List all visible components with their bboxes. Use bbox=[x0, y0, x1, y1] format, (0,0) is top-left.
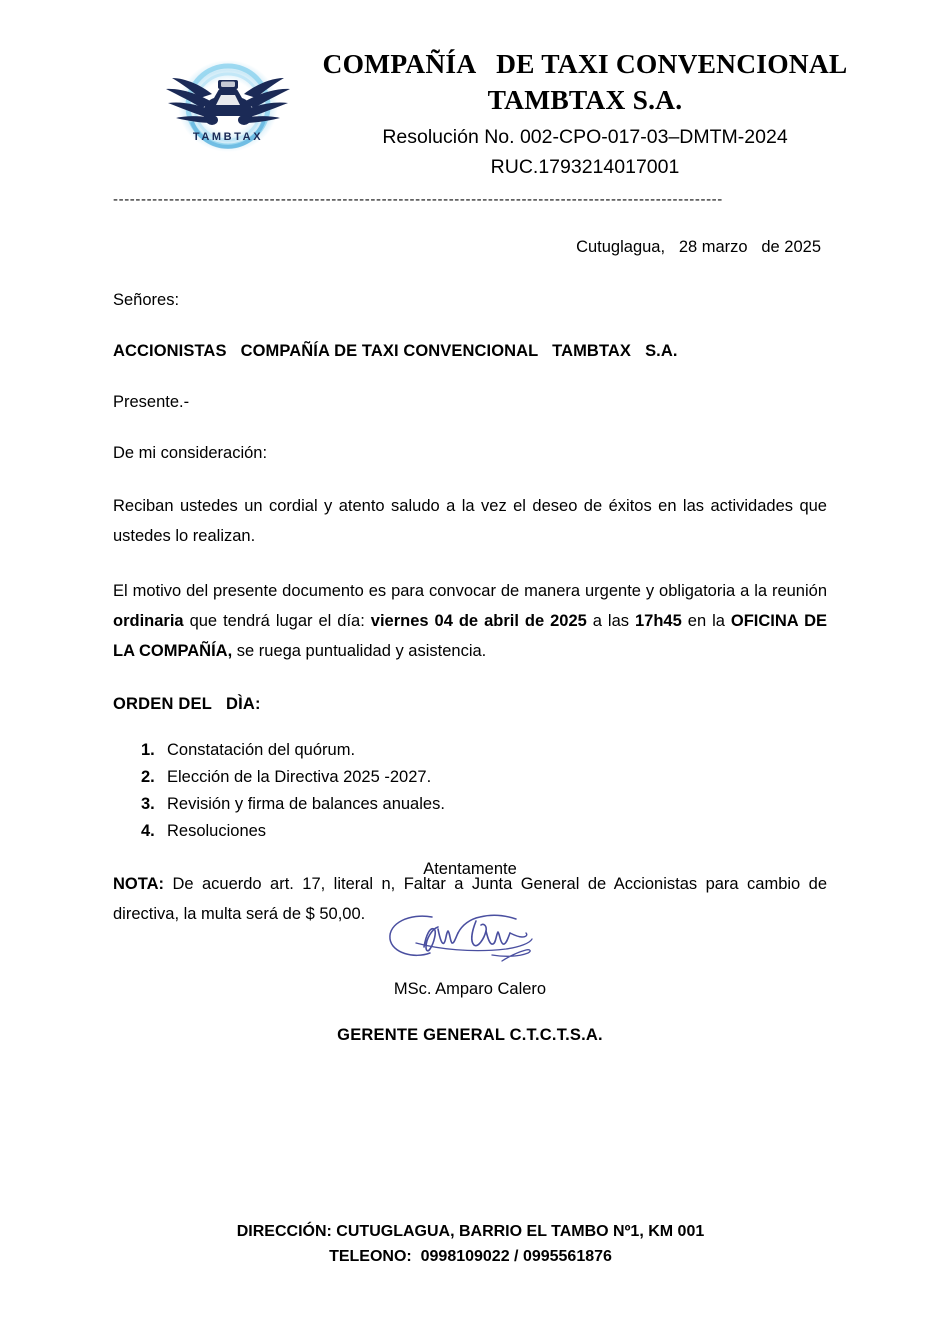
salutation: Señores: bbox=[113, 291, 180, 309]
note-text: De acuerdo art. 17, literal n, Faltar a Junta General de Accionistas para cambio de directiva, la multa será de $ 50,00. bbox=[113, 874, 827, 923]
agenda-title: ORDEN DEL DÌA: bbox=[113, 695, 261, 713]
logo-wordmark: TAMBTAX bbox=[192, 131, 264, 143]
footer-address: DIRECCIÓN: CUTUGLAGUA, BARRIO EL TAMBO Nº1, KM 001 bbox=[236, 1223, 705, 1240]
note-label: NOTA: bbox=[113, 874, 165, 893]
closing-line: Atentamente bbox=[423, 860, 517, 878]
agenda-item bbox=[113, 764, 827, 791]
page-footer bbox=[0, 1219, 941, 1269]
header-divider: ------------------------------------------------------------------------------------------------------------- bbox=[113, 193, 723, 207]
letterhead-text bbox=[310, 46, 860, 182]
consideration-line: De mi consideración: bbox=[113, 444, 268, 462]
convocation-bold-location: OFICINA DE LA COMPAÑÍA, bbox=[113, 612, 827, 660]
dateline: Cutuglagua, 28 marzo de 2025 bbox=[576, 238, 821, 256]
agenda-item-number: 4. bbox=[141, 822, 155, 840]
agenda-item bbox=[113, 818, 827, 845]
agenda-list bbox=[113, 737, 827, 845]
company-name-line2: TAMBTAX S.A. bbox=[487, 84, 683, 115]
letterhead bbox=[0, 46, 941, 191]
convocation-bold-time: 17h45 bbox=[635, 612, 682, 630]
convocation-bold-ordinaria: ordinaria bbox=[113, 612, 184, 630]
agenda-item-label: Revisión y firma de balances anuales. bbox=[167, 795, 445, 813]
agenda-item-label: Constatación del quórum. bbox=[167, 741, 356, 759]
convocation-text-2: que tendrá lugar el día: bbox=[183, 612, 371, 630]
agenda-item bbox=[113, 791, 827, 818]
agenda-item-number: 2. bbox=[141, 768, 155, 786]
handwritten-signature bbox=[380, 899, 560, 971]
footer-phone: TELEONO: 0998109022 / 0995561876 bbox=[329, 1248, 612, 1265]
signature-block bbox=[113, 857, 827, 1047]
resolution-number: Resolución No. 002-CPO-017-03–DMTM-2024 bbox=[382, 126, 788, 148]
company-name-line1: COMPAÑÍA DE TAXI CONVENCIONAL bbox=[322, 48, 848, 79]
ruc-number: RUC.1793214017001 bbox=[490, 156, 680, 178]
convocation-text-3: a las bbox=[586, 612, 635, 630]
agenda-item-number: 1. bbox=[141, 741, 155, 759]
convocation-paragraph bbox=[113, 576, 827, 666]
letter-body bbox=[113, 234, 827, 929]
agenda-item bbox=[113, 737, 827, 764]
presente-line: Presente.- bbox=[113, 393, 190, 411]
signer-role: GERENTE GENERAL C.T.C.T.S.A. bbox=[337, 1026, 603, 1044]
convocation-bold-date: viernes 04 de abril de 2025 bbox=[370, 612, 587, 630]
signer-name: MSc. Amparo Calero bbox=[393, 980, 547, 998]
convocation-text-5: se ruega puntualidad y asistencia. bbox=[232, 642, 487, 660]
addressee: ACCIONISTAS COMPAÑÍA DE TAXI CONVENCIONAL TAMBTAX S.A. bbox=[113, 342, 678, 360]
agenda-item-label: Elección de la Directiva 2025 -2027. bbox=[167, 768, 432, 786]
convocation-text-1: El motivo del presente documento es para convocar de manera urgente y obligatoria a la reunión bbox=[113, 582, 827, 600]
convocation-text-4: en la bbox=[681, 612, 731, 630]
agenda-item-number: 3. bbox=[141, 795, 155, 813]
greeting-paragraph: Reciban ustedes un cordial y atento saludo a la vez el deseo de éxitos en las actividades que ustedes lo realizan. bbox=[113, 497, 827, 545]
agenda-item-label: Resoluciones bbox=[167, 822, 267, 840]
tambtax-logo bbox=[152, 50, 304, 162]
